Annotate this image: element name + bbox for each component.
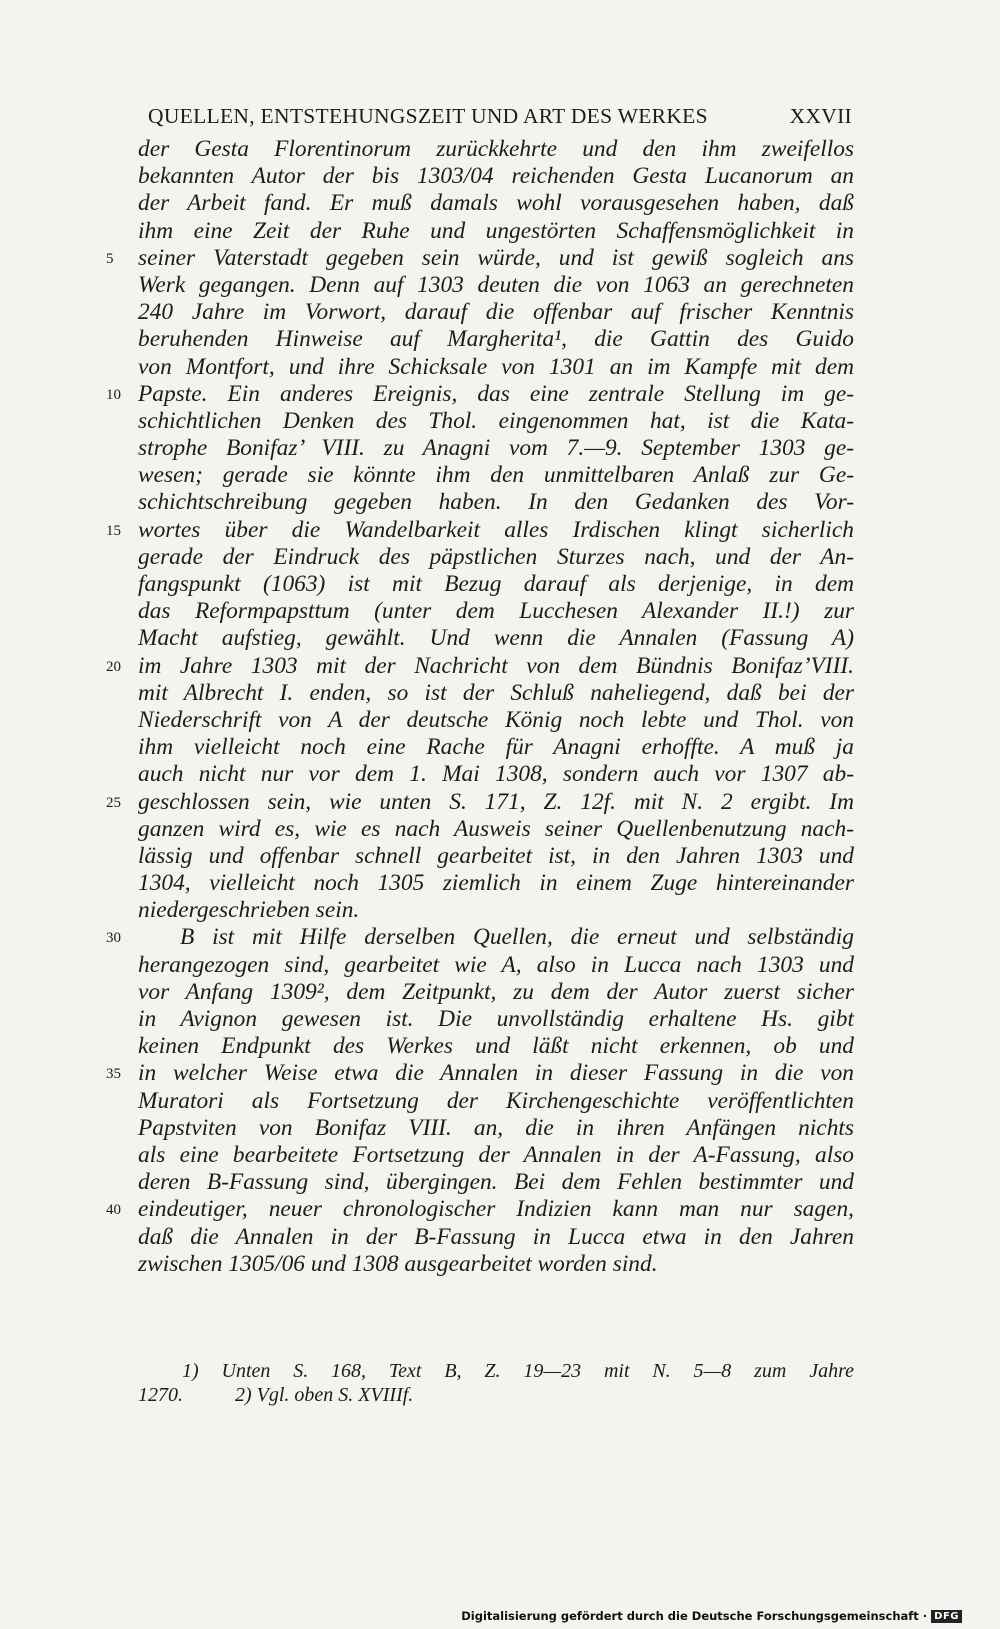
line-number: 15 [106, 522, 121, 539]
text-line [138, 598, 854, 625]
line-text: in welcher Weise etwa die Annalen in dieser Fassung in die von [138, 1060, 854, 1087]
line-number: 40 [106, 1202, 121, 1219]
text-line [138, 707, 854, 734]
line-text: eindeutiger, neuer chronologischer Indizien kann man nur sagen, [138, 1196, 854, 1223]
text-line [138, 190, 854, 217]
text-line [138, 571, 854, 598]
text-line [138, 734, 854, 761]
text-line [138, 1142, 854, 1169]
text-line [106, 516, 854, 544]
text-line [106, 788, 854, 816]
stamp-text: Digitalisierung gefördert durch die Deutsche Forschungsgemeinschaft · [461, 1609, 928, 1623]
dfg-logo: DFG [931, 1610, 962, 1623]
line-text: Papstviten von Bonifaz VIII. an, die in ihren Anfängen nichts [138, 1114, 854, 1141]
line-text: der Arbeit fand. Er muß damals wohl vorausgesehen haben, daß [138, 190, 854, 217]
text-line [138, 489, 854, 516]
text-line [138, 1169, 854, 1196]
line-text: Niederschrift von A der deutsche König noch lebte und Thol. von [138, 706, 854, 733]
line-text: das Reformpapsttum (unter dem Lucchesen Alexander II.!) zur [138, 598, 854, 625]
text-line [138, 952, 854, 979]
text-line [138, 435, 854, 462]
line-text: ihm eine Zeit der Ruhe und ungestörten Schaffensmöglichkeit in [138, 217, 854, 244]
digitization-stamp [461, 1609, 962, 1623]
line-text: 240 Jahre im Vorwort, darauf die offenbar auf frischer Kenntnis [138, 299, 854, 326]
text-line [138, 462, 854, 489]
text-line [138, 1088, 854, 1115]
line-text: gerade der Eindruck des päpstlichen Sturzes nach, und der An- [138, 543, 854, 570]
footnote-line [138, 1383, 854, 1407]
line-text: wortes über die Wandelbarkeit alles Irdischen klingt sicherlich [138, 516, 854, 543]
line-text: 1304, vielleicht noch 1305 ziemlich in einem Zuge hintereinander [138, 870, 854, 897]
line-text: daß die Annalen in der B-Fassung in Lucca etwa in den Jahren [138, 1223, 854, 1250]
text-line [138, 1006, 854, 1033]
line-text: bekannten Autor der bis 1303/04 reichenden Gesta Lucanorum an [138, 163, 854, 190]
text-line [138, 544, 854, 571]
line-text: strophe Bonifaz’ VIII. zu Anagni vom 7.—9. September 1303 ge- [138, 435, 854, 462]
line-text: der Gesta Florentinorum zurückkehrte und den ihm zweifellos [138, 136, 854, 162]
text-line [138, 354, 854, 381]
text-line [106, 1196, 854, 1223]
footnote-line: 1) Unten S. 168, Text B, Z. 19—23 mit N. 5—8 zum Jahre [182, 1360, 854, 1382]
line-text: lässig und offenbar schnell gearbeitet ist, in den Jahren 1303 und [138, 842, 854, 869]
line-text: beruhenden Hinweise auf Margherita¹, die Gattin des Guido [138, 326, 854, 353]
line-number: 30 [106, 930, 121, 947]
line-text: Werk gegangen. Denn auf 1303 deuten die von 1063 an gerechneten [138, 271, 854, 298]
line-text: Muratori als Fortsetzung der Kirchengeschichte veröffentlichten [138, 1087, 854, 1114]
line-text: keinen Endpunkt des Werkes und läßt nicht erkennen, ob und [138, 1033, 854, 1060]
line-text: fangspunkt (1063) ist mit Bezug darauf als derjenige, in dem [138, 571, 854, 597]
page-number: XXVII [789, 104, 852, 128]
text-line [138, 843, 854, 870]
line-text: in Avignon gewesen ist. Die unvollständig erhaltene Hs. gibt [138, 1006, 854, 1032]
text-line [138, 1251, 854, 1278]
text-line [138, 897, 854, 924]
main-text [106, 136, 854, 1278]
line-number: 5 [106, 250, 114, 267]
text-line [106, 924, 854, 951]
text-line [106, 1060, 854, 1087]
line-number: 20 [106, 658, 121, 675]
line-text: deren B-Fassung sind, übergingen. Bei dem Fehlen bestimmter und [138, 1169, 854, 1196]
text-line [106, 652, 854, 680]
line-text: vor Anfang 1309², dem Zeitpunkt, zu dem der Autor zuerst sicher [138, 978, 854, 1005]
line-text: auch nicht nur vor dem 1. Mai 1308, sondern auch vor 1307 ab- [138, 761, 854, 788]
line-number: 35 [106, 1066, 121, 1083]
text-line [138, 408, 854, 435]
text-line [138, 163, 854, 190]
text-line [138, 218, 854, 245]
text-line [138, 299, 854, 326]
line-number: 25 [106, 794, 121, 811]
line-text: schichtlichen Denken des Thol. eingenommen hat, ist die Kata- [138, 407, 854, 434]
text-line [138, 979, 854, 1006]
text-line [138, 625, 854, 652]
line-text: zwischen 1305/06 und 1308 ausgearbeitet worden sind. [138, 1250, 658, 1277]
line-text: von Montfort, und ihre Schicksale von 1301 an im Kampfe mit dem [138, 353, 854, 380]
line-text: wesen; gerade sie könnte ihm den unmittelbaren Anlaß zur Ge- [138, 462, 854, 489]
header-title: QUELLEN, ENTSTEHUNGSZEIT UND ART DES WERKES [148, 104, 708, 128]
footnote-2: 2) Vgl. oben S. XVIIIf. [235, 1384, 414, 1406]
line-number: 10 [106, 386, 121, 403]
text-line [138, 816, 854, 843]
text-line [106, 380, 854, 408]
text-line [106, 244, 854, 272]
running-header [148, 104, 852, 129]
line-text: ganzen wird es, wie es nach Ausweis seiner Quellenbenutzung nach- [138, 815, 854, 842]
text-line [138, 680, 854, 707]
text-line [138, 870, 854, 897]
line-text: Papste. Ein anderes Ereignis, das eine zentrale Stellung im ge- [138, 380, 854, 407]
text-line [138, 136, 854, 163]
line-text: B ist mit Hilfe derselben Quellen, die erneut und selbständig [180, 924, 854, 951]
text-line [138, 1224, 854, 1251]
text-line [138, 272, 854, 299]
line-text: Macht aufstieg, gewählt. Und wenn die Annalen (Fassung A) [138, 625, 854, 652]
line-text: mit Albrecht I. enden, so ist der Schluß naheliegend, daß bei der [138, 679, 854, 706]
line-text: seiner Vaterstadt gegeben sein würde, und ist gewiß sogleich ans [138, 244, 854, 271]
text-line [138, 326, 854, 353]
line-text: ihm vielleicht noch eine Rache für Anagni erhoffte. A muß ja [138, 734, 854, 761]
footnotes [138, 1359, 854, 1407]
line-text: herangezogen sind, gearbeitet wie A, also in Lucca nach 1303 und [138, 951, 854, 978]
line-text: im Jahre 1303 mit der Nachricht von dem Bündnis Bonifaz’VIII. [138, 652, 854, 679]
line-text: als eine bearbeitete Fortsetzung der Annalen in der A-Fassung, also [138, 1141, 854, 1168]
line-text: geschlossen sein, wie unten S. 171, Z. 12f. mit N. 2 ergibt. Im [138, 788, 854, 815]
text-line [138, 1033, 854, 1060]
line-text: schichtschreibung gegeben haben. In den Gedanken des Vor- [138, 489, 854, 516]
line-text: niedergeschrieben sein. [138, 897, 360, 924]
text-line [138, 761, 854, 788]
text-line [138, 1115, 854, 1142]
footnote-continuation: 1270. [138, 1384, 183, 1406]
